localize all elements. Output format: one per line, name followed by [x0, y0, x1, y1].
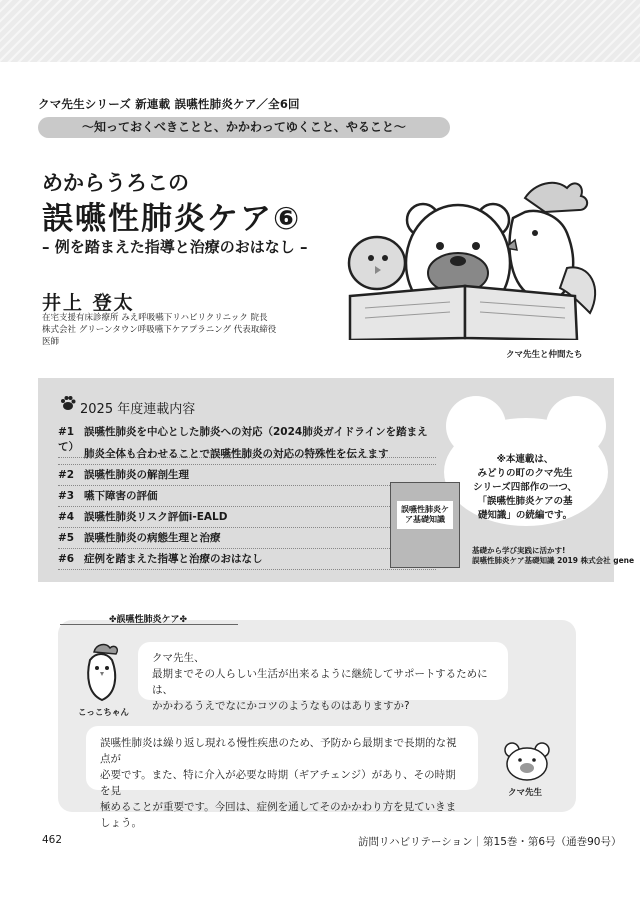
contents-item: #4 誤嚥性肺炎リスク評価i-EALD	[58, 509, 436, 528]
paw-icon	[60, 395, 76, 411]
book-cover-image	[390, 482, 460, 568]
author-affiliation: 医師	[42, 337, 60, 347]
rooster-icon	[80, 642, 124, 702]
article-title: 誤嚥性肺炎ケア⑥	[42, 201, 302, 237]
author-affiliation: 在宅支援有床診療所 みえ呼吸嚥下リハビリクリニック 院長	[42, 313, 268, 323]
contents-item: 肺炎全体も合わせることで誤嚥性肺炎の対応の特殊性を伝えます	[58, 446, 436, 465]
author-affiliation: 株式会社 グリーンタウン呼吸嚥下ケアプラニング 代表取締役	[42, 325, 277, 335]
book-icon	[350, 286, 577, 340]
illustration-caption: クマ先生と仲間たち	[506, 350, 583, 360]
book-cover-title: 誤嚥性肺炎ケア基礎知識	[397, 501, 453, 529]
article-kicker: めからうろこの	[42, 171, 189, 195]
speaker-label: クマ先生	[508, 788, 543, 798]
answer-bubble: 誤嚥性肺炎は繰り返し現れる慢性疾患のため、予防から最期まで長期的な視点が 必要です。また、特に介入が必要な時期（ギアチェンジ）があり、その時期を見 極めることが重要です。今回は、症例を通してそのかかわり方を見ていきましょう。	[86, 726, 478, 790]
author-name: 井上 登太	[42, 292, 135, 314]
chat-header-rule	[60, 624, 238, 625]
series-label: クマ先生シリーズ 新連載 誤嚥性肺炎ケア／全6回	[38, 97, 300, 111]
question-bubble: クマ先生、 最期までその人らしい生活が出来るように継続してサポートするためには、 かかわるうえでなにかコツのようなものはありますか?	[138, 642, 508, 700]
page-number: 462	[42, 834, 63, 846]
bear-icon	[502, 740, 552, 782]
series-note: ※本連載は、 みどりの町のクマ先生 シリーズ四部作の一つ、 「誤嚥性肺炎ケアの基 礎知識」の続編です。	[473, 454, 577, 521]
contents-item: #1 誤嚥性肺炎を中心とした肺炎への対応（2024肺炎ガイドラインを踏まえて）	[58, 424, 436, 458]
contents-item: #2 誤嚥性肺炎の解剖生理	[58, 467, 436, 486]
chat-header: ✤誤嚥性肺炎ケア✤	[108, 615, 188, 625]
speaker-label: こっこちゃん	[78, 708, 129, 718]
article-subtitle: – 例を踏まえた指導と治療のおはなし –	[42, 238, 308, 256]
top-band	[0, 0, 640, 62]
journal-info: 訪問リハビリテーション｜第15巻・第6号（通巻90号）	[358, 836, 622, 848]
contents-item: #3 嚥下障害の評価	[58, 488, 436, 507]
bird-icon	[349, 237, 405, 289]
book-caption: 基礎から学び実践に活かす! 誤嚥性肺炎ケア基礎知識 2019 株式会社 gene	[472, 546, 635, 565]
contents-item: #6 症例を踏まえた指導と治療のおはなし	[58, 551, 436, 570]
tagline-pill: ～知っておくべきことと、かかわってゆくこと、やること～	[38, 117, 450, 138]
bear-reading-illustration	[345, 178, 607, 340]
contents-title: 2025 年度連載内容	[80, 402, 196, 417]
contents-item: #5 誤嚥性肺炎の病態生理と治療	[58, 530, 436, 549]
